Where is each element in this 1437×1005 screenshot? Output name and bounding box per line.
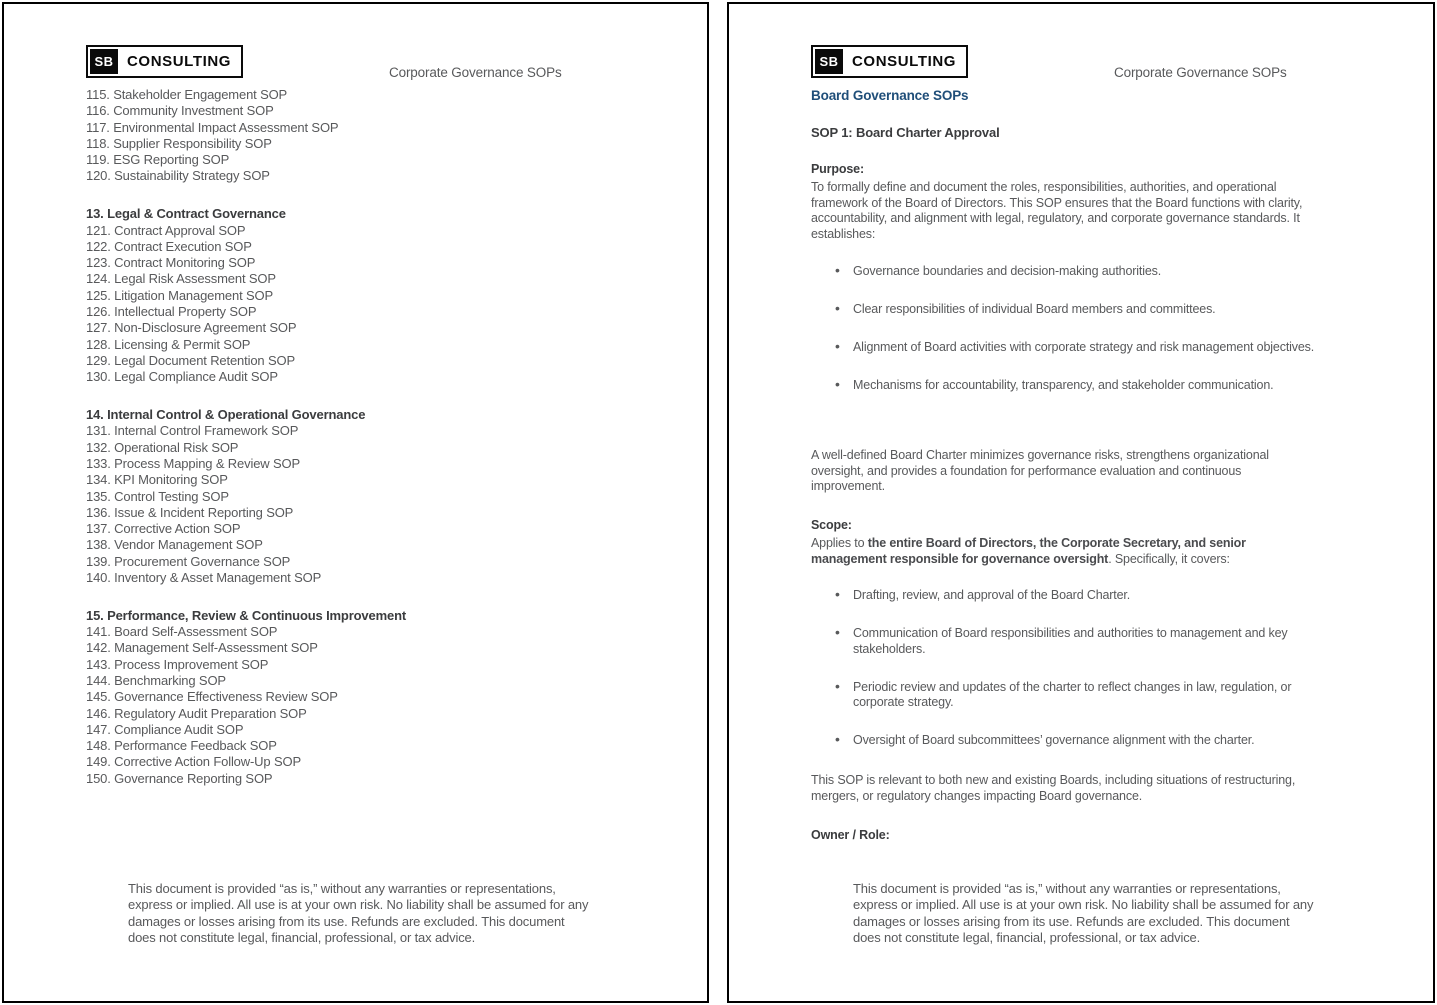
purpose-bullet-item: • Clear responsibilities of individual Board members and committees. [811,302,1316,318]
brand-logo [811,45,968,78]
sop-list-item: 136. Issue & Incident Reporting SOP [86,504,294,520]
scope-paragraph [811,536,1316,567]
sop-list-item: 132. Operational Risk SOP [86,439,239,455]
sop-list-item: 124. Legal Risk Assessment SOP [86,271,276,287]
section-heading-legal: 13. Legal & Contract Governance [86,206,286,222]
owner-role-label: Owner / Role: [811,828,890,842]
sop-list-item: 138. Vendor Management SOP [86,537,263,553]
scope-label: Scope: [811,518,852,532]
sop-list-item: 131. Internal Control Framework SOP [86,423,299,439]
sop-list-item: 149. Corrective Action Follow-Up SOP [86,754,301,770]
document-title: Board Governance SOPs [811,88,969,103]
purpose-summary-paragraph: A well-defined Board Charter minimizes governance risks, strengthens organizational oversight, and provides a foundation for performance evaluation and continuous improvement. [811,448,1269,494]
sop-list-item: 147. Compliance Audit SOP [86,721,244,737]
sop-list-item: 129. Legal Document Retention SOP [86,352,295,368]
scope-bullet-item: • Oversight of Board subcommittees’ governance alignment with the charter. [811,733,1316,749]
page-header-title: Corporate Governance SOPs [389,65,562,80]
sop-list-item: 139. Procurement Governance SOP [86,553,291,569]
sop-list-item: 128. Licensing & Permit SOP [86,336,251,352]
section-items-performance [86,624,646,787]
sop-list-item: 135. Control Testing SOP [86,488,229,504]
logo-consulting-text: CONSULTING [852,53,957,70]
sop-list-item: 126. Intellectual Property SOP [86,304,257,320]
purpose-paragraph: To formally define and document the roles, responsibilities, authorities, and operational framework of the Board of Directors. This SOP ensures that the Board functions with clarity, accountability, and alignment with legal, regulatory, and corporate governance standards. It establishes: [811,180,1303,242]
footer-disclaimer: This document is provided “as is,” without any warranties or representations, express or implied. All use is at your own risk. No liability shall be assumed for any damages or losses arising from its use. Refunds are excluded. This document does not constitute legal, financial, professional, or tax advice. [128,881,589,946]
purpose-bullet-list [811,264,1316,416]
sop-list-item: 121. Contract Approval SOP [86,222,246,238]
scope-text-bold: the entire Board of Directors, the Corporate Secretary, and senior management responsible for governance oversight [811,536,1246,566]
section-heading-performance: 15. Performance, Review & Continuous Improvement [86,607,407,623]
sop-list-item: 119. ESG Reporting SOP [86,152,230,168]
sop-index-top-items [86,87,646,185]
sop-section-title: SOP 1: Board Charter Approval [811,125,1000,140]
sop-list-item: 122. Contract Execution SOP [86,238,252,254]
sop-list-item: 123. Contract Monitoring SOP [86,255,256,271]
sop-list-item: 140. Inventory & Asset Management SOP [86,570,322,586]
document-page-right [727,2,1435,1003]
sop-list-item: 144. Benchmarking SOP [86,673,226,688]
sop-list-item: 141. Board Self-Assessment SOP [86,624,278,640]
sop-list-item: 120. Sustainability Strategy SOP [86,168,270,184]
purpose-bullet-item: • Mechanisms for accountability, transparency, and stakeholder communication. [811,378,1316,394]
scope-text-prefix: Applies to [811,536,868,550]
scope-text-suffix: . Specifically, it covers: [1108,551,1230,566]
sop-list-item: 127. Non-Disclosure Agreement SOP [86,320,297,336]
sop-list-item: 145. Governance Effectiveness Review SOP [86,689,338,705]
purpose-label: Purpose: [811,162,864,176]
sop-list-item: 117. Environmental Impact Assessment SOP [86,119,339,135]
purpose-bullet-item: • Governance boundaries and decision-making authorities. [811,264,1316,280]
scope-bullet-item: • Drafting, review, and approval of the Board Charter. [811,588,1316,604]
brand-logo [86,45,243,78]
sop-list-item: 116. Community Investment SOP [86,103,274,119]
sop-list-item: 148. Performance Feedback SOP [86,738,277,754]
scope-bullet-item: • Periodic review and updates of the charter to reflect changes in law, regulation, or corporate strategy. [811,680,1316,711]
sop-list-item: 133. Process Mapping & Review SOP [86,455,300,471]
logo-consulting-text: CONSULTING [127,53,232,70]
sop-list-item: 150. Governance Reporting SOP [86,770,273,786]
sop-list-item: 130. Legal Compliance Audit SOP [86,369,278,385]
scope-bullet-item: • Communication of Board responsibilities and authorities to management and key stakeholders. [811,626,1316,657]
section-heading-internal-control: 14. Internal Control & Operational Governance [86,407,366,423]
sop-list-item: 125. Litigation Management SOP [86,287,274,303]
section-items-internal-control [86,423,646,586]
sop-list-item: 118. Supplier Responsibility SOP [86,135,272,151]
footer-disclaimer: This document is provided “as is,” without any warranties or representations, express or implied. All use is at your own risk. No liability shall be assumed for any damages or losses arising from its use. Refunds are excluded. This document does not constitute legal, financial, professional, or tax advice. [853,881,1314,946]
purpose-bullet-item: • Alignment of Board activities with corporate strategy and risk management objectives. [811,340,1316,356]
sop-list-item: 143. Process Improvement SOP [86,656,269,672]
sop-list-item: 146. Regulatory Audit Preparation SOP [86,705,307,721]
sop-list-item: 137. Corrective Action SOP [86,521,241,537]
sop-list-item: 142. Management Self-Assessment SOP [86,640,318,656]
sop-list-item: 115. Stakeholder Engagement SOP [86,87,288,102]
logo-sb-mark: SB [815,49,843,74]
scope-summary-paragraph: This SOP is relevant to both new and existing Boards, including situations of restructuring, mergers, or regulatory changes impacting Board governance. [811,773,1296,803]
page-header-title: Corporate Governance SOPs [1114,65,1287,80]
document-page-left [2,2,709,1003]
scope-bullet-list [811,588,1316,771]
logo-sb-mark: SB [90,49,118,74]
section-items-legal [86,223,646,386]
sop-list-item: 134. KPI Monitoring SOP [86,472,228,488]
sop-index-list [86,87,646,787]
